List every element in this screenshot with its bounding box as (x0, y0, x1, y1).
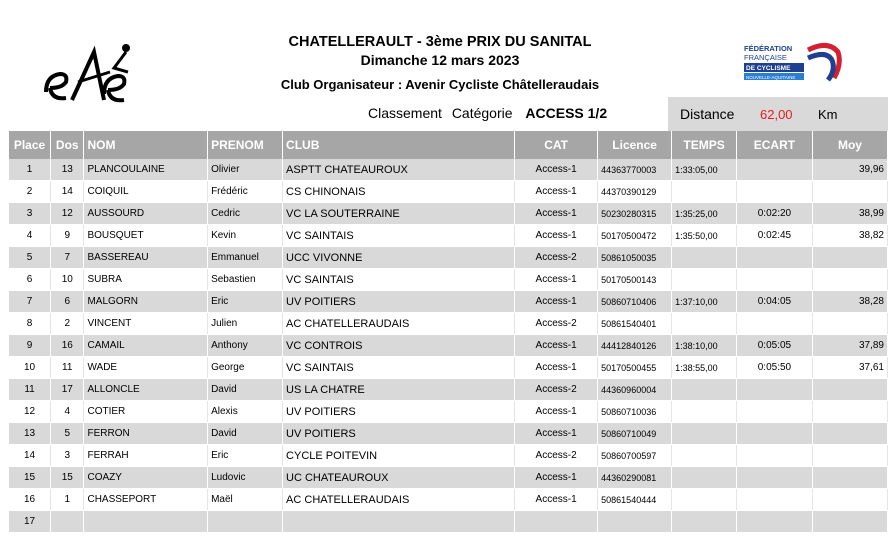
race-organiser: Club Organisateur : Avenir Cycliste Châtelleraudais (280, 77, 600, 92)
cell-prenom: David (208, 423, 283, 445)
cell-prenom: Olivier (208, 159, 283, 181)
cell-nom: WADE (84, 357, 208, 379)
cell-prenom: Julien (208, 313, 283, 335)
cell-place: 2 (9, 181, 51, 203)
cell-cat: Access-1 (515, 291, 598, 313)
distance-unit: Km (818, 107, 838, 122)
table-row (9, 511, 888, 533)
cell-dos (51, 511, 84, 533)
cell-place: 17 (9, 511, 51, 533)
cell-temps (672, 467, 737, 489)
cell-dos: 16 (51, 335, 84, 357)
cell-temps (672, 423, 737, 445)
cell-club: CS CHINONAIS (283, 181, 515, 203)
cell-ecart (736, 379, 812, 401)
cell-temps: 1:35:25,00 (672, 203, 737, 225)
cell-dos: 17 (51, 379, 84, 401)
cell-temps: 1:33:05,00 (672, 159, 737, 181)
cell-temps (672, 379, 737, 401)
cell-temps (672, 247, 737, 269)
cell-dos: 5 (51, 423, 84, 445)
cell-licence: 44370390129 (598, 181, 672, 203)
cell-dos: 1 (51, 489, 84, 511)
cell-dos: 13 (51, 159, 84, 181)
logo-line-3: DE CYCLISME (746, 65, 791, 72)
cell-club: UV POITIERS (283, 291, 515, 313)
cell-place: 9 (9, 335, 51, 357)
table-row (9, 379, 888, 401)
col-temps: TEMPS (672, 131, 737, 159)
logo-line-1: FÉDÉRATION (744, 44, 793, 53)
cell-ecart (736, 511, 812, 533)
cell-licence (598, 511, 672, 533)
cell-temps: 1:37:10,00 (672, 291, 737, 313)
cell-place: 16 (9, 489, 51, 511)
cell-moy (812, 511, 887, 533)
cell-place: 4 (9, 225, 51, 247)
cell-licence: 50860710406 (598, 291, 672, 313)
cell-dos: 10 (51, 269, 84, 291)
cell-moy: 39,96 (812, 159, 887, 181)
cell-cat: Access-1 (515, 225, 598, 247)
category-line (368, 105, 607, 121)
logo-line-2: FRANÇAISE (744, 53, 787, 62)
cell-nom: AUSSOURD (84, 203, 208, 225)
cell-licence: 50861540444 (598, 489, 672, 511)
cell-cat: Access-1 (515, 335, 598, 357)
table-row (9, 467, 888, 489)
table-row (9, 159, 888, 181)
cell-prenom: Alexis (208, 401, 283, 423)
race-title: CHATELLERAULT - 3ème PRIX DU SANITAL (288, 34, 592, 50)
cell-nom: CHASSEPORT (84, 489, 208, 511)
cell-cat: Access-1 (515, 269, 598, 291)
cell-ecart (736, 467, 812, 489)
distance-value: 62,00 (760, 107, 793, 122)
cell-ecart (736, 423, 812, 445)
cell-nom: FERRON (84, 423, 208, 445)
results-table (9, 131, 888, 533)
cell-licence: 44360290081 (598, 467, 672, 489)
cell-prenom (208, 511, 283, 533)
cell-prenom: Eric (208, 445, 283, 467)
cell-temps (672, 445, 737, 467)
cell-club: UCC VIVONNE (283, 247, 515, 269)
cell-dos: 3 (51, 445, 84, 467)
cell-ecart (736, 401, 812, 423)
distance-label: Distance (680, 106, 735, 122)
table-row (9, 489, 888, 511)
cell-cat: Access-2 (515, 445, 598, 467)
cell-moy (812, 467, 887, 489)
logo-line-4: NOUVELLE-AQUITAINE (746, 75, 796, 80)
table-header-row (9, 131, 888, 159)
cell-nom: BOUSQUET (84, 225, 208, 247)
cell-moy (812, 489, 887, 511)
cell-prenom: Anthony (208, 335, 283, 357)
cell-temps (672, 511, 737, 533)
cell-club (283, 511, 515, 533)
table-row (9, 225, 888, 247)
table-row (9, 203, 888, 225)
cell-nom: COAZY (84, 467, 208, 489)
cell-place: 3 (9, 203, 51, 225)
cell-licence: 50861050035 (598, 247, 672, 269)
cell-nom: ALLONCLE (84, 379, 208, 401)
cell-ecart: 0:04:05 (736, 291, 812, 313)
cell-cat: Access-1 (515, 423, 598, 445)
cell-dos: 14 (51, 181, 84, 203)
cell-temps: 1:35:50,00 (672, 225, 737, 247)
cell-moy (812, 313, 887, 335)
table-row (9, 445, 888, 467)
col-dos: Dos (51, 131, 84, 159)
cell-prenom: Sebastien (208, 269, 283, 291)
cell-place: 7 (9, 291, 51, 313)
cell-place: 6 (9, 269, 51, 291)
cell-dos: 11 (51, 357, 84, 379)
cell-prenom: Cedric (208, 203, 283, 225)
cell-ecart (736, 181, 812, 203)
cell-nom: CAMAIL (84, 335, 208, 357)
club-logo (42, 42, 146, 110)
cell-ecart (736, 247, 812, 269)
col-place: Place (9, 131, 51, 159)
cell-prenom: Frédéric (208, 181, 283, 203)
col-licence: Licence (598, 131, 672, 159)
cell-cat: Access-1 (515, 357, 598, 379)
cell-moy (812, 181, 887, 203)
table-row (9, 357, 888, 379)
cell-ecart (736, 159, 812, 181)
cell-cat (515, 511, 598, 533)
cell-cat: Access-1 (515, 203, 598, 225)
cell-moy: 38,82 (812, 225, 887, 247)
col-ecart: ECART (736, 131, 812, 159)
cell-moy: 37,89 (812, 335, 887, 357)
cell-prenom: George (208, 357, 283, 379)
cell-moy: 38,99 (812, 203, 887, 225)
cell-licence: 50170500143 (598, 269, 672, 291)
cell-licence: 44363770003 (598, 159, 672, 181)
cell-cat: Access-1 (515, 467, 598, 489)
cell-nom: VINCENT (84, 313, 208, 335)
cell-temps (672, 401, 737, 423)
race-date: Dimanche 12 mars 2023 (360, 52, 520, 68)
cell-licence: 50230280315 (598, 203, 672, 225)
cell-moy (812, 269, 887, 291)
cell-cat: Access-2 (515, 247, 598, 269)
cell-licence: 44360960004 (598, 379, 672, 401)
table-row (9, 247, 888, 269)
cell-club: US LA CHATRE (283, 379, 515, 401)
cell-ecart: 0:05:05 (736, 335, 812, 357)
cell-licence: 44412840126 (598, 335, 672, 357)
cell-club: UV POITIERS (283, 401, 515, 423)
cell-club: UC CHATEAUROUX (283, 467, 515, 489)
cell-ecart: 0:05:50 (736, 357, 812, 379)
cell-prenom: Maël (208, 489, 283, 511)
cell-place: 10 (9, 357, 51, 379)
cell-club: VC SAINTAIS (283, 269, 515, 291)
cell-place: 14 (9, 445, 51, 467)
cell-club: VC LA SOUTERRAINE (283, 203, 515, 225)
cell-moy: 38,28 (812, 291, 887, 313)
col-prenom: PRENOM (208, 131, 283, 159)
cell-dos: 2 (51, 313, 84, 335)
cell-temps: 1:38:55,00 (672, 357, 737, 379)
cell-moy (812, 423, 887, 445)
cell-cat: Access-1 (515, 181, 598, 203)
cell-moy (812, 247, 887, 269)
cell-prenom: Ludovic (208, 467, 283, 489)
cell-club: AC CHATELLERAUDAIS (283, 313, 515, 335)
table-row (9, 269, 888, 291)
cell-dos: 15 (51, 467, 84, 489)
cell-club: VC CONTROIS (283, 335, 515, 357)
federation-logo (742, 40, 844, 85)
cell-place: 5 (9, 247, 51, 269)
cell-nom: MALGORN (84, 291, 208, 313)
cell-place: 8 (9, 313, 51, 335)
cell-licence: 50170500472 (598, 225, 672, 247)
table-row (9, 181, 888, 203)
cell-club: VC SAINTAIS (283, 225, 515, 247)
col-club: CLUB (283, 131, 515, 159)
cell-cat: Access-2 (515, 379, 598, 401)
cell-temps (672, 181, 737, 203)
cell-place: 13 (9, 423, 51, 445)
table-row (9, 335, 888, 357)
cell-nom: PLANCOULAINE (84, 159, 208, 181)
cell-temps (672, 269, 737, 291)
cell-prenom: Eric (208, 291, 283, 313)
cell-nom (84, 511, 208, 533)
cell-dos: 12 (51, 203, 84, 225)
cell-prenom: Kevin (208, 225, 283, 247)
cell-ecart (736, 489, 812, 511)
cell-temps: 1:38:10,00 (672, 335, 737, 357)
cell-moy (812, 445, 887, 467)
table-row (9, 313, 888, 335)
cell-dos: 6 (51, 291, 84, 313)
cell-cat: Access-1 (515, 489, 598, 511)
cell-moy: 37,61 (812, 357, 887, 379)
cell-club: UV POITIERS (283, 423, 515, 445)
cell-place: 15 (9, 467, 51, 489)
table-row (9, 291, 888, 313)
table-row (9, 423, 888, 445)
table-row (9, 401, 888, 423)
cell-cat: Access-2 (515, 313, 598, 335)
cell-dos: 7 (51, 247, 84, 269)
cell-club: CYCLE POITEVIN (283, 445, 515, 467)
cell-dos: 9 (51, 225, 84, 247)
cell-licence: 50170500455 (598, 357, 672, 379)
categorie-label: Catégorie (451, 105, 513, 121)
cell-dos: 4 (51, 401, 84, 423)
col-moy: Moy (812, 131, 887, 159)
cell-prenom: Emmanuel (208, 247, 283, 269)
cell-nom: COTIER (84, 401, 208, 423)
classement-label: Classement (368, 105, 442, 121)
cell-licence: 50861540401 (598, 313, 672, 335)
cell-cat: Access-1 (515, 401, 598, 423)
cell-moy (812, 379, 887, 401)
cell-place: 11 (9, 379, 51, 401)
col-nom: NOM (84, 131, 208, 159)
cell-moy (812, 401, 887, 423)
cell-ecart (736, 445, 812, 467)
cell-prenom: David (208, 379, 283, 401)
cell-club: AC CHATELLERAUDAIS (283, 489, 515, 511)
cell-nom: BASSEREAU (84, 247, 208, 269)
cell-temps (672, 313, 737, 335)
cell-licence: 50860710036 (598, 401, 672, 423)
cell-place: 12 (9, 401, 51, 423)
cell-licence: 50860710049 (598, 423, 672, 445)
cell-ecart: 0:02:45 (736, 225, 812, 247)
cell-licence: 50860700597 (598, 445, 672, 467)
categorie-value: ACCESS 1/2 (525, 105, 608, 121)
cell-nom: COIQUIL (84, 181, 208, 203)
cell-ecart (736, 313, 812, 335)
cell-club: ASPTT CHATEAUROUX (283, 159, 515, 181)
cell-club: VC SAINTAIS (283, 357, 515, 379)
cell-nom: FERRAH (84, 445, 208, 467)
cell-cat: Access-1 (515, 159, 598, 181)
cell-ecart (736, 269, 812, 291)
cell-temps (672, 489, 737, 511)
cell-ecart: 0:02:20 (736, 203, 812, 225)
col-cat: CAT (515, 131, 598, 159)
cell-place: 1 (9, 159, 51, 181)
cell-nom: SUBRA (84, 269, 208, 291)
